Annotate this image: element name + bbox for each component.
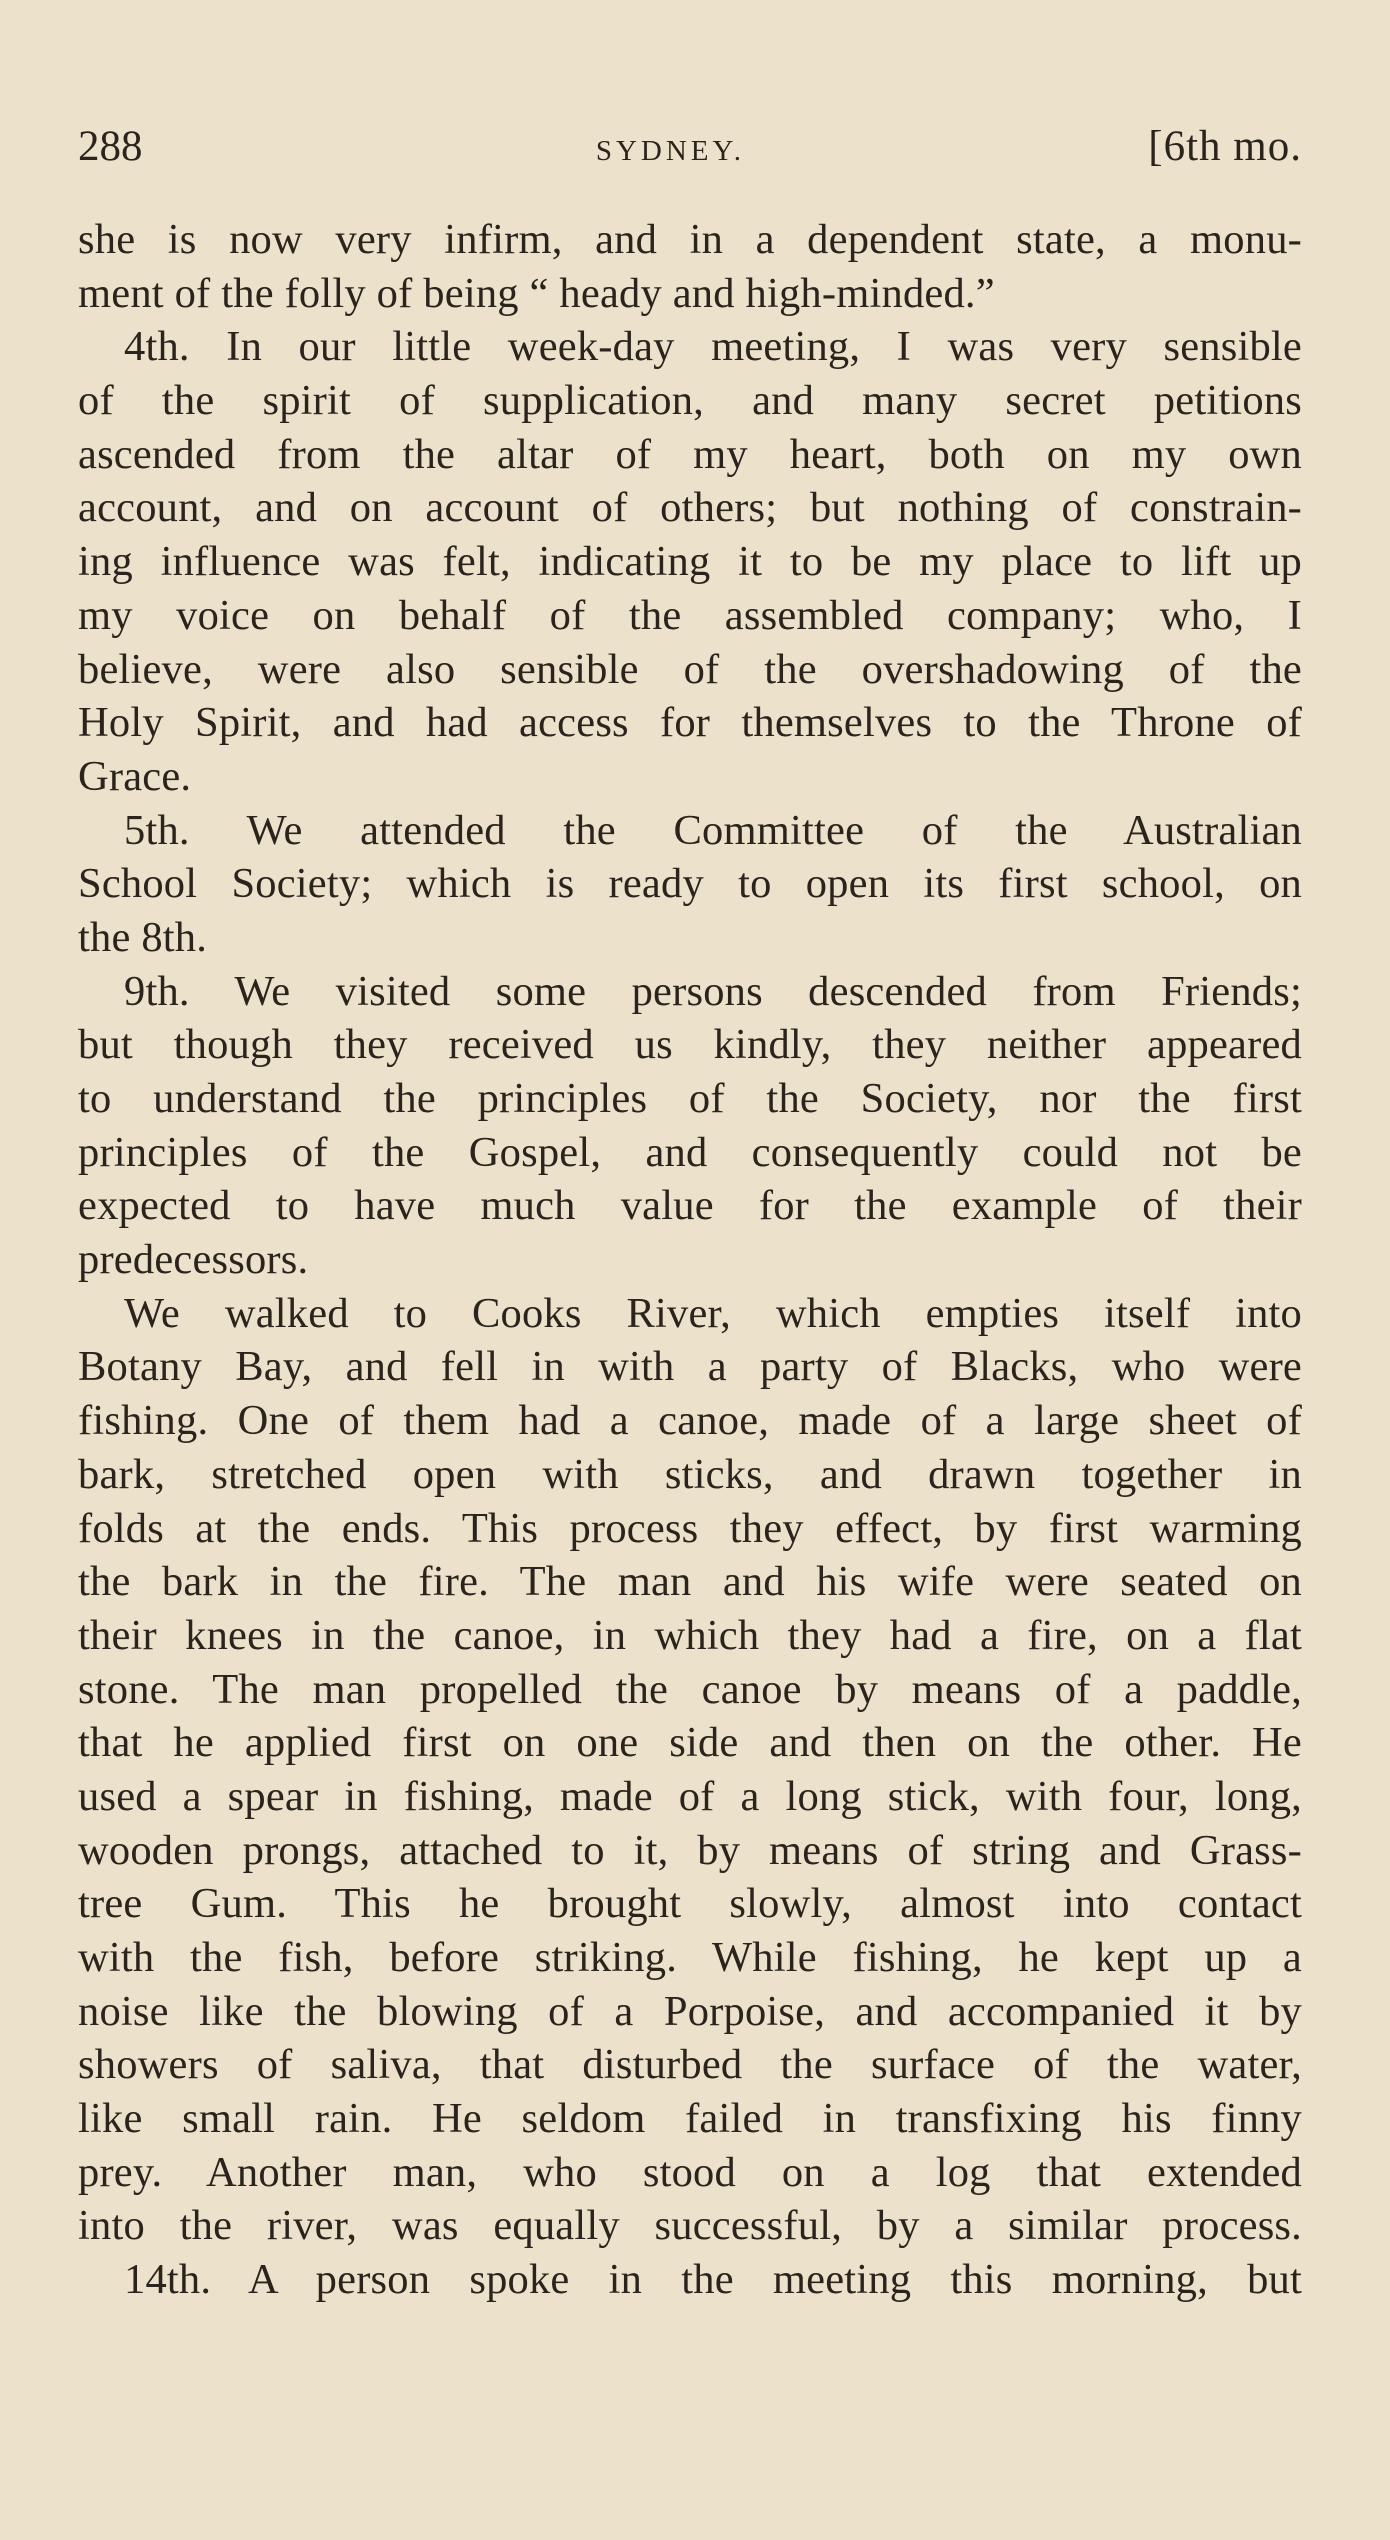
text-line: ing influence was felt, indicating it to be my place to lift up (78, 538, 1302, 586)
text-line: their knees in the canoe, in which they had a fire, on a flat (78, 1611, 1302, 1659)
page-header (78, 112, 1302, 182)
text-line: but though they received us kindly, they neither appeared (78, 1021, 1302, 1069)
text-line: tree Gum. This he brought slowly, almost into contact (78, 1880, 1302, 1928)
text-line: We walked to Cooks River, which empties itself into (124, 1289, 1302, 1337)
text-line: my voice on behalf of the assembled company; who, I (78, 591, 1302, 639)
text-line: expected to have much value for the example of their (78, 1182, 1302, 1230)
text-line: wooden prongs, attached to it, by means of string and Grass- (78, 1826, 1302, 1874)
text-line: account, and on account of others; but nothing of constrain- (78, 484, 1302, 532)
text-line: Holy Spirit, and had access for themselves to the Throne of (78, 699, 1302, 747)
text-line: bark, stretched open with sticks, and drawn together in (78, 1450, 1302, 1498)
text-line: 4th. In our little week-day meeting, I was very sensible (124, 323, 1302, 371)
text-line: to understand the principles of the Society, nor the first (78, 1075, 1302, 1122)
text-line: 14th. A person spoke in the meeting this morning, but (124, 2256, 1302, 2304)
page-number: 288 (78, 123, 143, 170)
month-marker: [6th mo. (1148, 123, 1302, 170)
text-line: ment of the folly of being “ heady and high-minded.” (78, 269, 995, 317)
text-line: into the river, was equally successful, by a similar process. (78, 2202, 1302, 2250)
text-line: predecessors. (78, 1236, 309, 1284)
text-line: 9th. We visited some persons descended from Friends; (124, 967, 1302, 1015)
text-line: fishing. One of them had a canoe, made of a large sheet of (78, 1397, 1302, 1445)
text-line: like small rain. He seldom failed in transfixing his finny (78, 2095, 1302, 2143)
text-line: the 8th. (78, 913, 208, 961)
body-text (78, 213, 1302, 2307)
text-line: stone. The man propelled the canoe by means of a paddle, (78, 1665, 1302, 1713)
text-line: folds at the ends. This process they effect, by first warming (78, 1504, 1302, 1552)
text-line: believe, were also sensible of the overshadowing of the (78, 645, 1302, 693)
text-line: 5th. We attended the Committee of the Australian (124, 806, 1302, 854)
text-line: used a spear in fishing, made of a long stick, with four, long, (78, 1772, 1302, 1820)
text-line: noise like the blowing of a Porpoise, and accompanied it by (78, 1987, 1302, 2035)
text-line: that he applied first on one side and then on the other. He (78, 1719, 1302, 1767)
text-line: School Society; which is ready to open its first school, on (78, 860, 1302, 908)
text-line: Botany Bay, and fell in with a party of Blacks, who were (78, 1343, 1302, 1391)
text-line: ascended from the altar of my heart, both on my own (78, 430, 1302, 478)
text-line: of the spirit of supplication, and many secret petitions (78, 377, 1302, 425)
text-line: principles of the Gospel, and consequently could not be (78, 1128, 1302, 1176)
text-line: prey. Another man, who stood on a log that extended (78, 2148, 1302, 2196)
text-line: she is now very infirm, and in a dependent state, a monu- (78, 216, 1302, 263)
text-line: Grace. (78, 752, 192, 800)
running-title: SYDNEY. (595, 135, 745, 167)
text-line: the bark in the fire. The man and his wife were seated on (78, 1558, 1302, 1606)
text-line: showers of saliva, that disturbed the surface of the water, (78, 2041, 1302, 2089)
text-line: with the fish, before striking. While fishing, he kept up a (78, 1934, 1302, 1981)
